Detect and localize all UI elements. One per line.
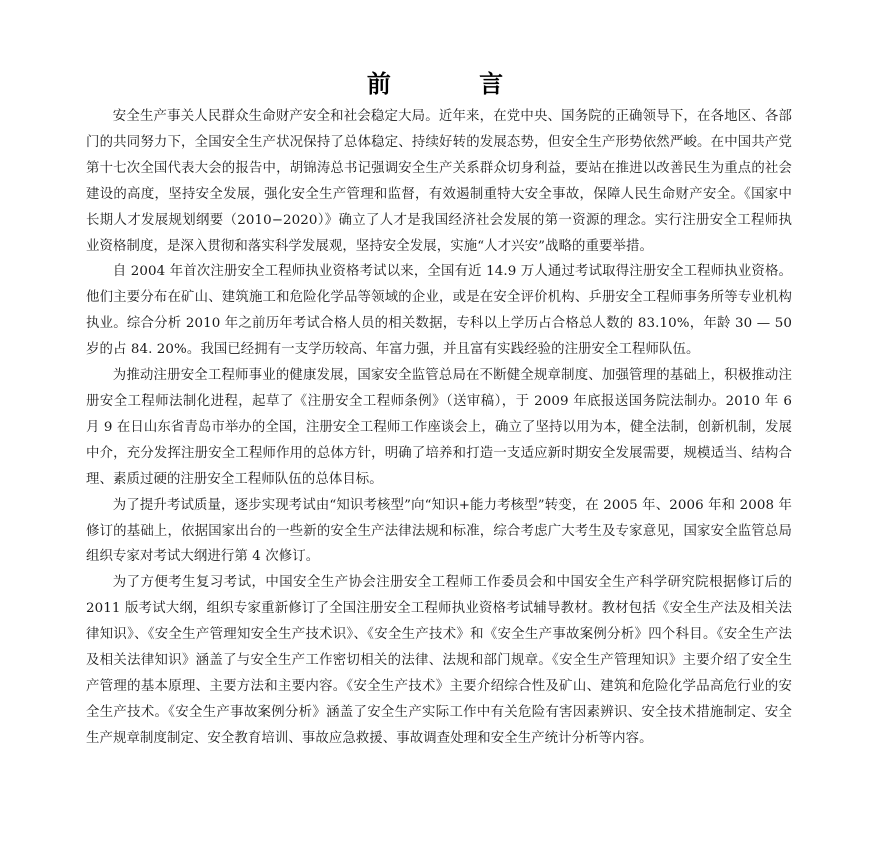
- page-title: 前 言: [366, 70, 544, 98]
- paragraph-3: 为推动注册安全工程师事业的健康发展，国家安全监管总局在不断健全规章制度、加强管理的基础上，积极推动注册安全工程师法制化进程，起草了《注册安全工程师条例》（送审稿），于 2009 年底报送国务院法制办。2010 年 6 月 9 在日山东省青岛市举办的全国，注册安全工程师工作座谈会上，确立了坚持以用为本，健全法制，创新机制，发展中介，充分发挥注册安全工程师作用的总体方针，明确了培养和打造一支适应新时期安全发展需要，规模适当、结构合理、素质过硬的注册安全工程师队伍的总体目标。: [86, 368, 792, 487]
- body-text: [86, 104, 792, 752]
- paragraph-1: 安全生产事关人民群众生命财产安全和社会稳定大局。近年来，在党中央、国务院的正确领导下，在各地区、各部门的共同努力下，全国安全生产状况保持了总体稳定、持续好转的发展态势，但安全生产形势依然严峻。在中国共产党第十七次全国代表大会的报告中，胡锦涛总书记强调安全生产关系群众切身利益，要站在推进以改善民生为重点的社会建设的高度，坚持安全发展，强化安全生产管理和监督，有效遏制重特大安全事故，保障人民生命财产安全。《国家中长期人才发展规划纲要（2010−2020）》确立了人才是我国经济社会发展的第一资源的理念。实行注册安全工程师执业资格制度，是深入贯彻和落实科学发展观，坚持安全发展，实施“人才兴安”战略的重要举措。: [86, 109, 792, 254]
- paragraph-2: 自 2004 年首次注册安全工程师执业资格考试以来，全国有近 14.9 万人通过考试取得注册安全工程师执业资格。他们主要分布在矿山、建筑施工和危险化学品等领域的企业，或是在安全评价机构、乒册安全工程师事务所等专业机构执业。综合分析 2010 年之前历年考试合格人员的相关数据，专科以上学历占合格总人数的 83.10%，年龄 30 — 50 岁的占 84. 20%。我国已经拥有一支学历较高、年富力强，并且富有实践经验的注册安全工程师队伍。: [86, 264, 792, 358]
- paragraph-4: 为了提升考试质量，逐步实现考试由“知识考核型”向“知识+能力考核型”转变，在 2005 年、2006 年和 2008 年修订的基础上，依据国家出台的一些新的安全生产法律法规和标准，综合考虑广大考生及专家意见，国家安全监管总局组织专家对考试大纲进行第 4 次修订。: [86, 497, 792, 565]
- paragraph-5: 为了方便考生复习考试，中国安全生产协会注册安全工程师工作委员会和中国安全生产科学研究院根据修订后的 2011 版考试大纲，组织专家重新修订了全国注册安全工程师执业资格考试辅导教材。教材包括《安全生产法及相关法律知识》、《安全生产管理知安全生产技术识》、《安全生产技术》和《安全生产事故案例分析》四个科目。《安全生产法及相关法律知识》涵盖了与安全生产工作密切相关的法律、法规和部门规章。《安全生产管理知识》主要介绍了安全生产管理的基本原理、主要方法和主要内容。《安全生产技术》主要介绍综合性及矿山、建筑和危险化学品高危行业的安全生产技术。《安全生产事故案例分析》涵盖了安全生产实际工作中有关危险有害因素辨识、安全技术措施制定、安全生产规章制度制定、安全教育培训、事故应急救援、事故调查处理和安全生产统计分析等内容。: [86, 575, 792, 746]
